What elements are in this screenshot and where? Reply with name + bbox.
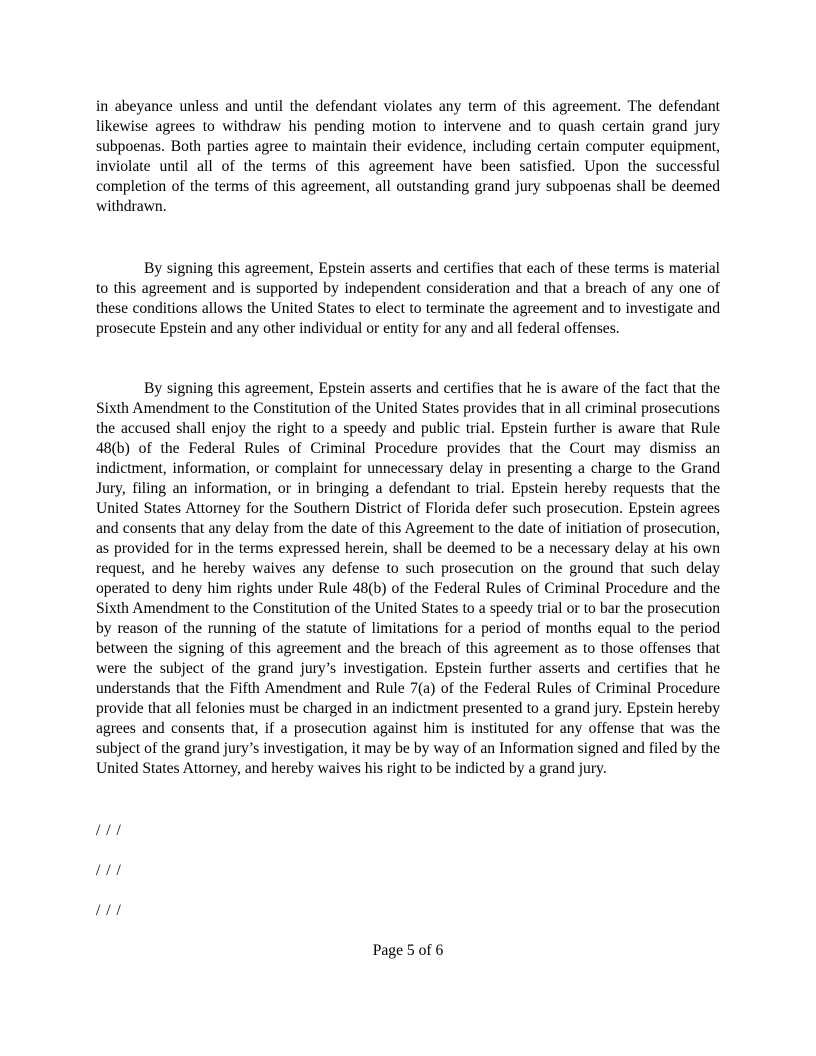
paragraph-continuation: in abeyance unless and until the defendant violates any term of this agreement. The defendant likewise agrees to withdraw his pending motion to intervene and to quash certain grand jury subpoenas. Both parties agree to maintain their evidence, including certain computer equipment, inviolate until all of the terms of this agreement have been satisfied. Upon the successful completion of the terms of this agreement, all outstanding grand jury subpoenas shall be deemed withdrawn. bbox=[96, 98, 720, 215]
slash-marker: / / / bbox=[96, 862, 122, 879]
paragraph-material-terms: By signing this agreement, Epstein asserts and certifies that each of these terms is material to this agreement and is supported by independent consideration and that a breach of any one of these conditions allows the United States to elect to terminate the agreement and to investigate and prosecute Epstein and any other individual or entity for any and all federal offenses. bbox=[96, 260, 720, 337]
page-number-footer: Page 5 of 6 bbox=[372, 942, 444, 959]
paragraph-speedy-trial-waiver: By signing this agreement, Epstein asserts and certifies that he is aware of the fact that the Sixth Amendment to the Constitution of the United States provides that in all criminal prosecutions the accused shall enjoy the right to a speedy and public trial. Epstein further is aware that Rule 48(b) of the Federal Rules of Criminal Procedure provides that the Court may dismiss an indictment, information, or complaint for unnecessary delay in presenting a charge to the Grand Jury, filing an information, or in bringing a defendant to trial. Epstein hereby requests that the United States Attorney for the Southern District of Florida defer such prosecution. Epstein agrees and consents that any delay from the date of this Agreement to the date of initiation of prosecution, as provided for in the terms expressed herein, shall be deemed to be a necessary delay at his own request, and he hereby waives any defense to such prosecution on the ground that such delay operated to deny him rights under Rule 48(b) of the Federal Rules of Criminal Procedure and the Sixth Amendment to the Constitution of the United States to a speedy trial or to bar the prosecution by reason of the running of the statute of limitations for a period of months equal to the period between the signing of this agreement and the breach of this agreement as to those offenses that were the subject of the grand jury’s investigation. Epstein further asserts and certifies that he understands that the Fifth Amendment and Rule 7(a) of the Federal Rules of Criminal Procedure provide that all felonies must be charged in an indictment presented to a grand jury. Epstein hereby agrees and consents that, if a prosecution against him is instituted for any offense that was the subject of the grand jury’s investigation, it may be by way of an Information signed and filed by the United States Attorney, and hereby waives his right to be indicted by a grand jury. bbox=[96, 380, 720, 777]
slash-marker: / / / bbox=[96, 822, 122, 839]
slash-marker: / / / bbox=[96, 902, 122, 919]
